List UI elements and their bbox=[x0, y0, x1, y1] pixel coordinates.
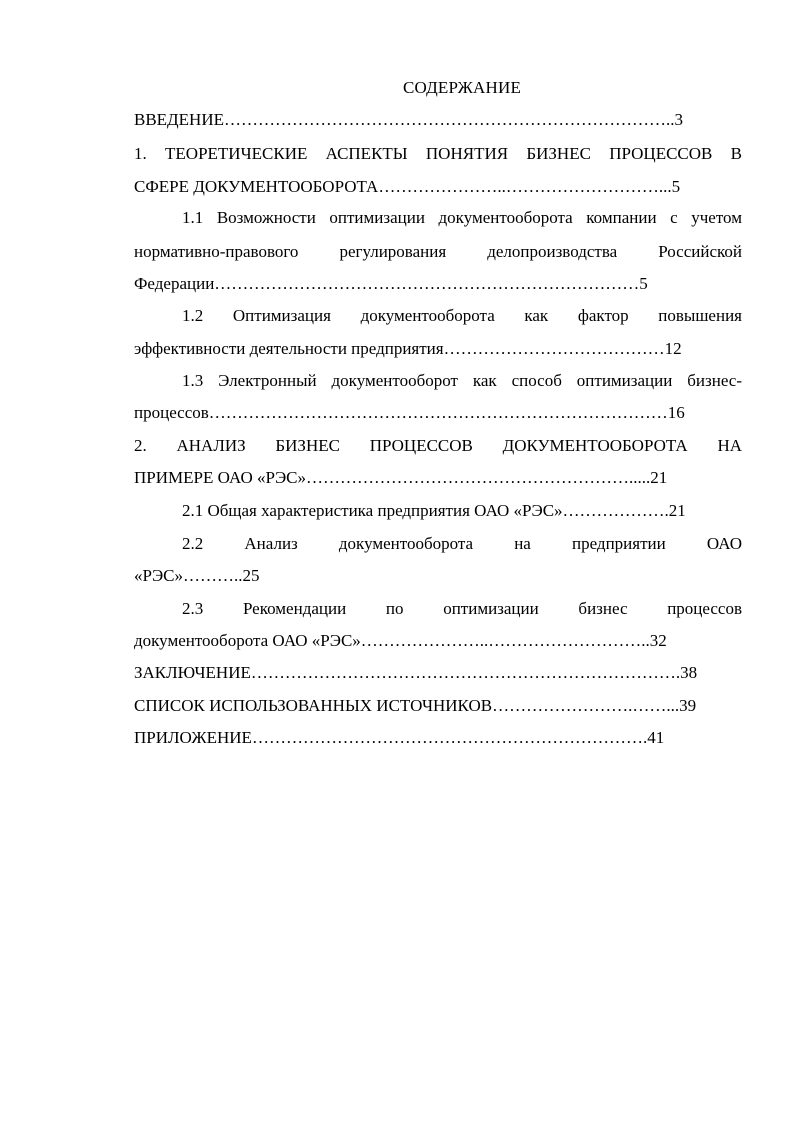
toc-entry-chapter-1-line-1: 1. ТЕОРЕТИЧЕСКИЕ АСПЕКТЫ ПОНЯТИЯ БИЗНЕС ПРОЦЕССОВ В bbox=[134, 144, 742, 163]
toc-entry-2-2-line-2: «РЭС»………..25 bbox=[134, 566, 260, 585]
toc-entry-1-3-line-2: процессов………………………………………………………………………16 bbox=[134, 403, 685, 422]
toc-entry-chapter-1-line-2: СФЕРЕ ДОКУМЕНТООБОРОТА…………………..………………………...5 bbox=[134, 177, 681, 196]
toc-entry-introduction: ВВЕДЕНИЕ……………………………………………………………………..3 bbox=[134, 110, 683, 129]
toc-entry-chapter-2-line-2: ПРИМЕРЕ ОАО «РЭС»………………………………………………….....21 bbox=[134, 468, 668, 487]
toc-entry-2-2-line-1: 2.2 Анализ документооборота на предприятии ОАО bbox=[182, 534, 742, 553]
toc-entry-chapter-2-line-1: 2. АНАЛИЗ БИЗНЕС ПРОЦЕССОВ ДОКУМЕНТООБОРОТА НА bbox=[134, 436, 742, 455]
toc-entry-2-1: 2.1 Общая характеристика предприятия ОАО «РЭС»……………….21 bbox=[182, 501, 686, 520]
toc-entry-1-2-line-2: эффективности деятельности предприятия…………………………………12 bbox=[134, 339, 682, 358]
toc-entry-2-3-line-2: документооборота ОАО «РЭС»…………………..………………………..32 bbox=[134, 631, 667, 650]
toc-entry-1-1-line-2: нормативно-правового регулирования делопроизводства Российской bbox=[134, 242, 742, 261]
toc-entry-references: СПИСОК ИСПОЛЬЗОВАННЫХ ИСТОЧНИКОВ…………………….……...39 bbox=[134, 696, 697, 715]
toc-entry-1-1-line-1: 1.1 Возможности оптимизации документооборота компании с учетом bbox=[182, 208, 742, 227]
toc-entry-2-3-line-1: 2.3 Рекомендации по оптимизации бизнес процессов bbox=[182, 599, 742, 618]
toc-entry-conclusion: ЗАКЛЮЧЕНИЕ………………………………………………………………….38 bbox=[134, 663, 698, 682]
toc-entry-1-2-line-1: 1.2 Оптимизация документооборота как фактор повышения bbox=[182, 306, 742, 325]
toc-title: СОДЕРЖАНИЕ bbox=[402, 78, 522, 97]
toc-entry-1-3-line-1: 1.3 Электронный документооборот как способ оптимизации бизнес- bbox=[182, 371, 742, 390]
toc-entry-1-1-line-3: Федерации…………………………………………………………………5 bbox=[134, 274, 648, 293]
toc-entry-appendix: ПРИЛОЖЕНИЕ…………………………………………………………….41 bbox=[134, 728, 665, 747]
